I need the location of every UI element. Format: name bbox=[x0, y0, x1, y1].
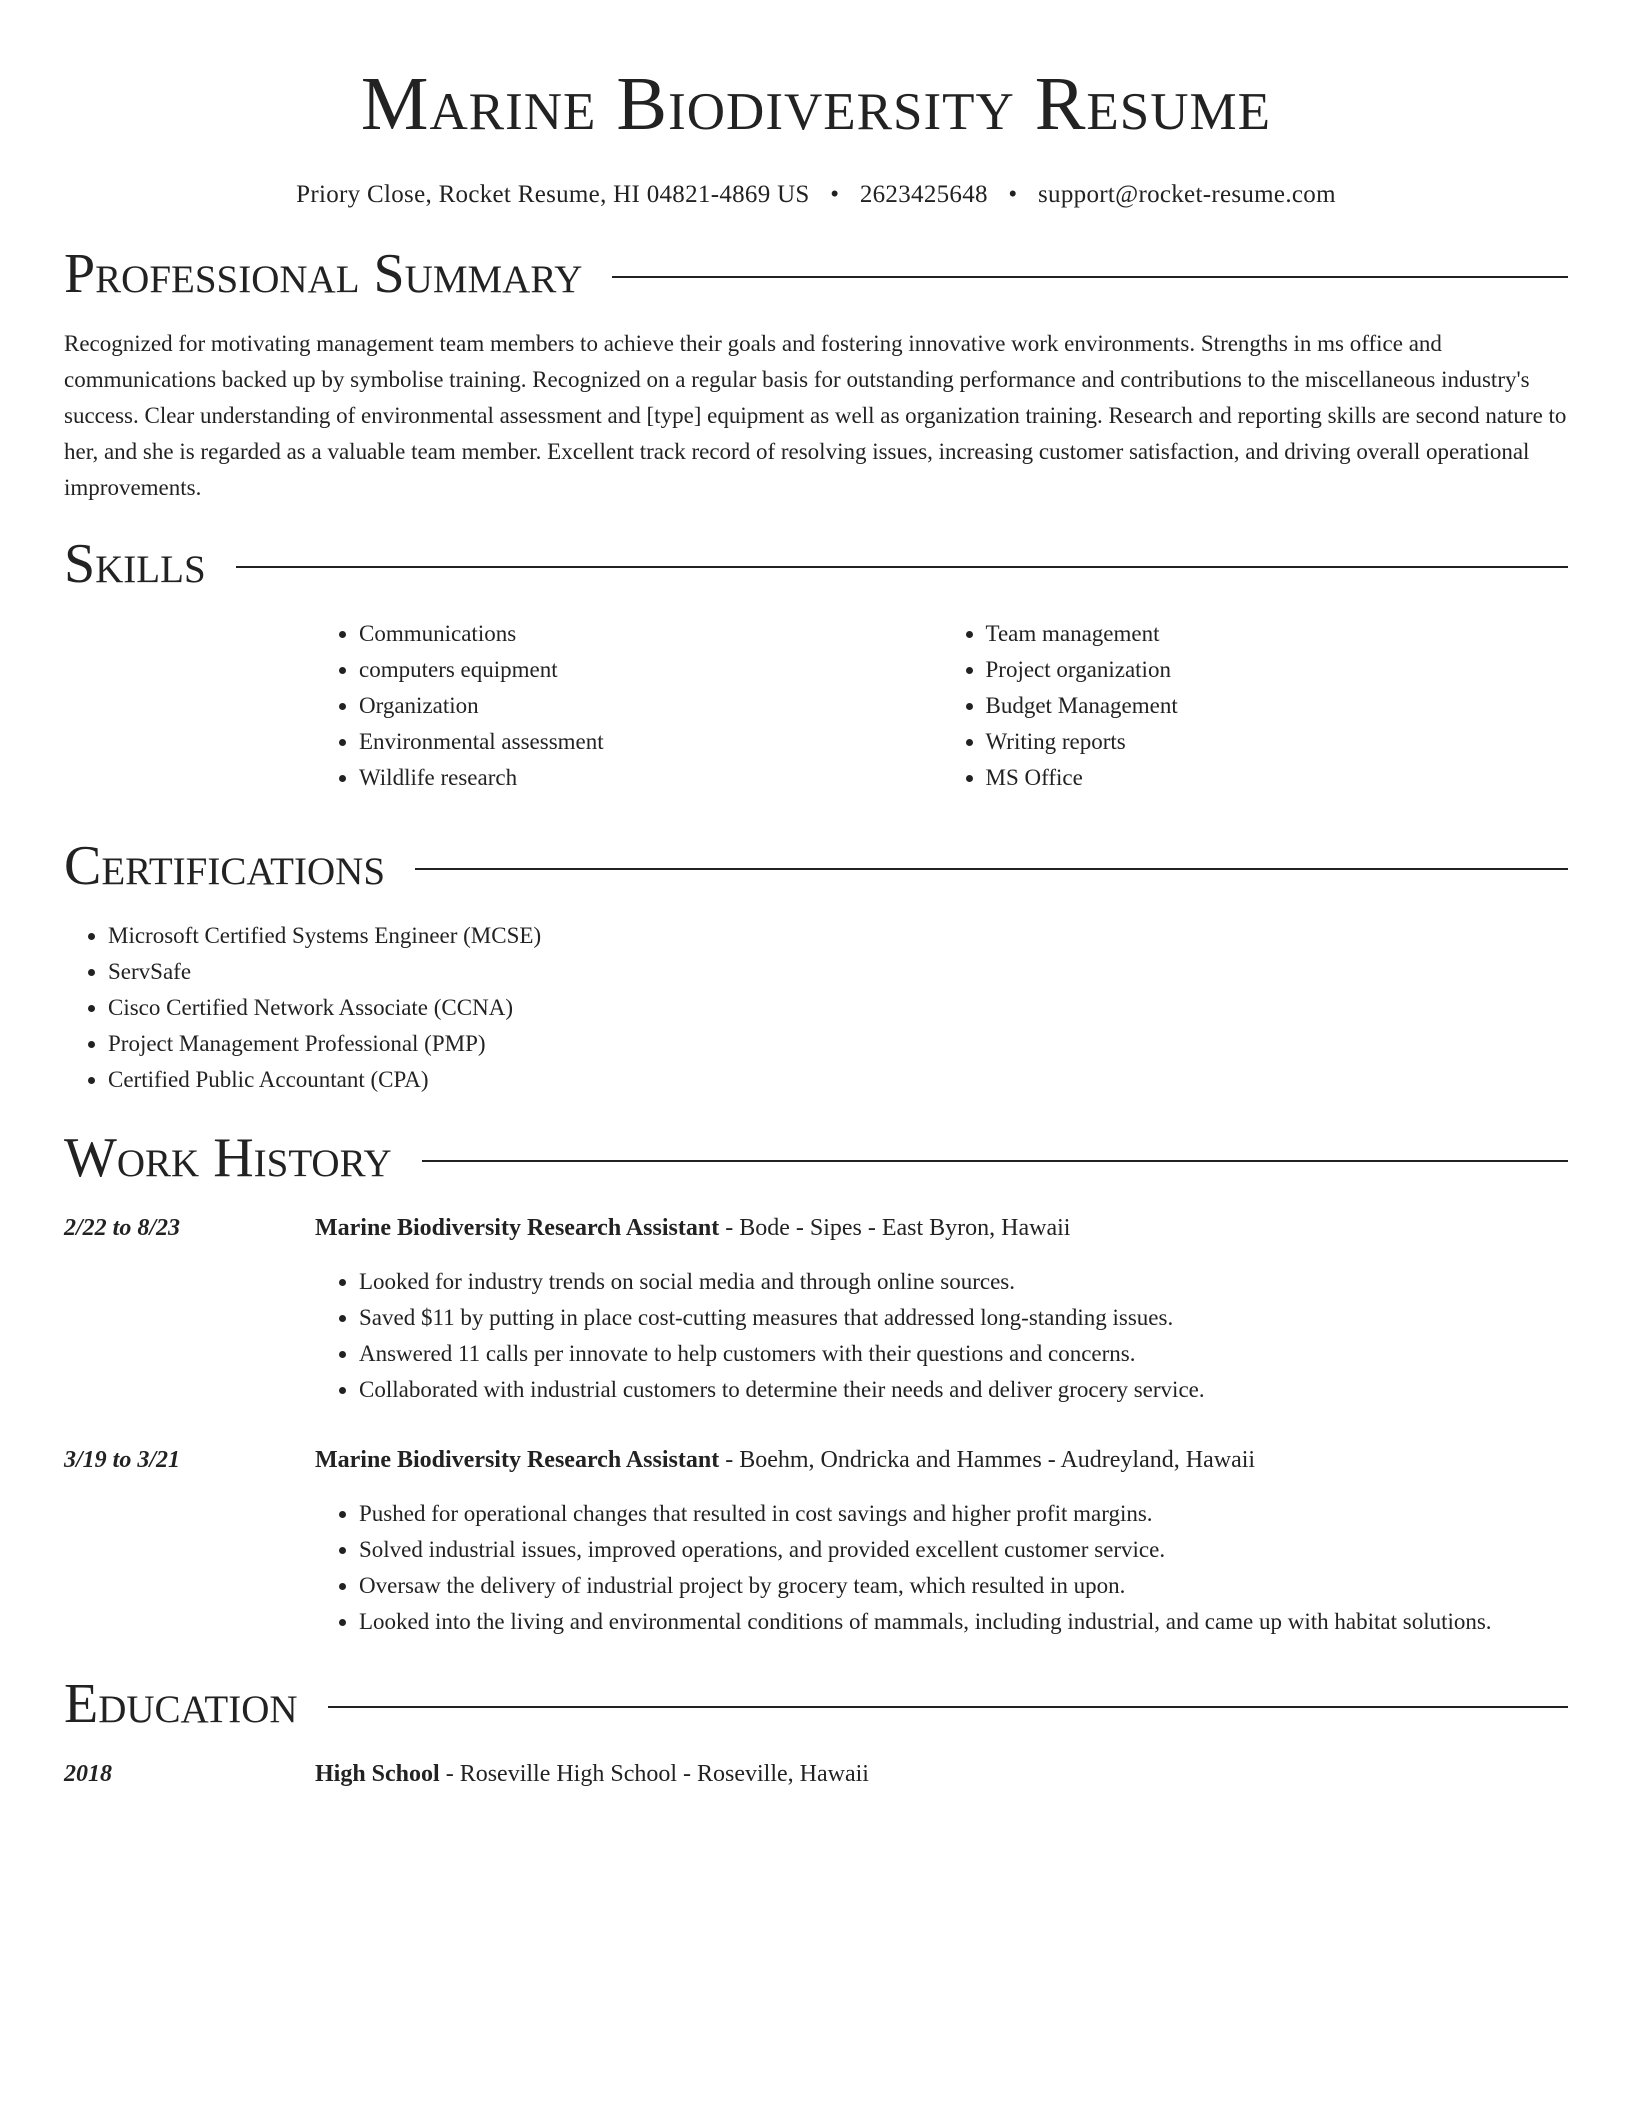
section-divider bbox=[422, 1160, 1568, 1162]
job-entry bbox=[64, 1442, 1568, 1640]
job-bullet: • Answered 11 calls per innovate to help customers with their questions and concerns. bbox=[359, 1336, 1568, 1372]
education-school: - Roseville High School - Roseville, Hawaii bbox=[439, 1761, 869, 1787]
job-bullet: • Collaborated with industrial customers to determine their needs and deliver grocery service. bbox=[359, 1372, 1568, 1408]
job-dates: 2/22 to 8/23 bbox=[64, 1215, 181, 1241]
job-title: Marine Biodiversity Research Assistant bbox=[315, 1447, 720, 1473]
job-title-line bbox=[315, 1210, 1568, 1246]
skills-list-left bbox=[315, 616, 942, 796]
contact-address: Priory Close, Rocket Resume, HI 04821-4869 US bbox=[296, 181, 810, 208]
skills-heading bbox=[64, 534, 1568, 594]
job-entry bbox=[64, 1210, 1568, 1408]
contact-line bbox=[64, 180, 1568, 210]
job-title-line bbox=[315, 1442, 1568, 1478]
education-heading bbox=[64, 1674, 1568, 1734]
summary-heading bbox=[64, 244, 1568, 304]
skill-item: • Environmental assessment bbox=[359, 724, 942, 760]
resume-name: Marine Biodiversity Resume bbox=[360, 62, 1272, 146]
skill-item: • Writing reports bbox=[986, 724, 1569, 760]
education-entry bbox=[64, 1756, 1568, 1792]
skill-item: • Team management bbox=[986, 616, 1569, 652]
summary-title: Professional Summary bbox=[64, 243, 583, 305]
skills-grid bbox=[315, 616, 1568, 796]
contact-phone: 2623425648 bbox=[859, 181, 988, 208]
skill-item: • Budget Management bbox=[986, 688, 1569, 724]
skills-section bbox=[64, 534, 1568, 796]
certification-item: • Project Management Professional (PMP) bbox=[108, 1026, 1568, 1062]
contact-separator: • bbox=[1008, 181, 1018, 208]
job-employer: - Boehm, Ondricka and Hammes - Audreyland, Hawaii bbox=[719, 1447, 1256, 1473]
job-bullet: • Saved $11 by putting in place cost-cutting measures that addressed long-standing issues. bbox=[359, 1300, 1568, 1336]
work-history-title: Work History bbox=[64, 1127, 392, 1189]
work-history-section bbox=[64, 1128, 1568, 1640]
contact-email: support@rocket-resume.com bbox=[1038, 181, 1336, 208]
job-bullet: • Looked for industry trends on social media and through online sources. bbox=[359, 1264, 1568, 1300]
education-degree: High School bbox=[315, 1761, 440, 1787]
education-body bbox=[315, 1756, 1568, 1792]
section-divider bbox=[415, 868, 1568, 870]
section-divider bbox=[612, 276, 1568, 278]
skill-item: • Communications bbox=[359, 616, 942, 652]
skill-item: • Project organization bbox=[986, 652, 1569, 688]
job-dates: 3/19 to 3/21 bbox=[64, 1447, 181, 1473]
certification-item: • ServSafe bbox=[108, 954, 1568, 990]
resume-header bbox=[64, 0, 1568, 210]
education-section bbox=[64, 1674, 1568, 1792]
certification-item: • Certified Public Accountant (CPA) bbox=[108, 1062, 1568, 1098]
certifications-title: Certifications bbox=[64, 835, 386, 897]
job-bullet: • Oversaw the delivery of industrial project by grocery team, which resulted in upon. bbox=[359, 1568, 1568, 1604]
certification-item: • Microsoft Certified Systems Engineer (MCSE) bbox=[108, 918, 1568, 954]
certification-item: • Cisco Certified Network Associate (CCNA) bbox=[108, 990, 1568, 1026]
education-year: 2018 bbox=[64, 1761, 112, 1787]
summary-section bbox=[64, 244, 1568, 506]
skill-item: • Organization bbox=[359, 688, 942, 724]
skill-item: • Wildlife research bbox=[359, 760, 942, 796]
job-bullets bbox=[315, 1264, 1568, 1408]
section-divider bbox=[328, 1706, 1568, 1708]
education-title: Education bbox=[64, 1673, 298, 1735]
skill-item: • computers equipment bbox=[359, 652, 942, 688]
summary-text: Recognized for motivating management team members to achieve their goals and fostering innovative work environments. Strengths in ms office and communications backed up by symbolise training. Recognized on a regular basis for outstanding performance and contributions to the miscellaneous industry's success. Clear understanding of environmental assessment and [type] equipment as well as organization training. Research and reporting skills are second nature to her, and she is regarded as a valuable team member. Excellent track record of resolving issues, increasing customer satisfaction, and driving overall operational improvements. bbox=[64, 331, 1567, 500]
skills-title: Skills bbox=[64, 533, 206, 595]
certifications-list bbox=[64, 918, 1568, 1098]
job-bullets bbox=[315, 1496, 1568, 1640]
contact-separator: • bbox=[830, 181, 840, 208]
job-bullet: • Pushed for operational changes that resulted in cost savings and higher profit margins. bbox=[359, 1496, 1568, 1532]
work-history-heading bbox=[64, 1128, 1568, 1188]
job-body bbox=[315, 1210, 1568, 1408]
job-employer: - Bode - Sipes - East Byron, Hawaii bbox=[719, 1215, 1071, 1241]
skills-list-right bbox=[942, 616, 1569, 796]
certifications-section bbox=[64, 836, 1568, 1098]
job-title: Marine Biodiversity Research Assistant bbox=[315, 1215, 720, 1241]
section-divider bbox=[236, 566, 1568, 568]
skill-item: • MS Office bbox=[986, 760, 1569, 796]
certifications-heading bbox=[64, 836, 1568, 896]
job-bullet: • Looked into the living and environmental conditions of mammals, including industrial, and came up with habitat solutions. bbox=[359, 1604, 1568, 1640]
job-bullet: • Solved industrial issues, improved operations, and provided excellent customer service. bbox=[359, 1532, 1568, 1568]
job-body bbox=[315, 1442, 1568, 1640]
